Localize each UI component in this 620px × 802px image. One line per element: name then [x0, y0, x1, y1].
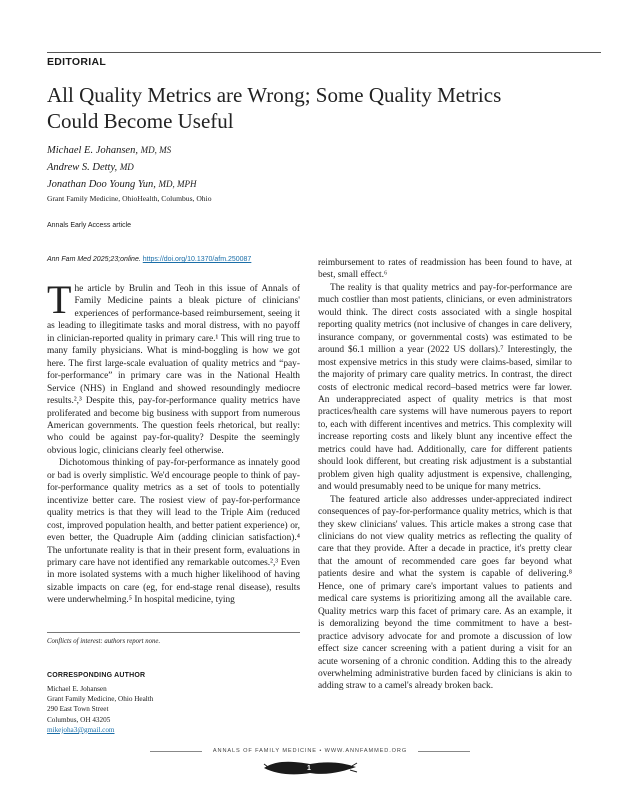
body-paragraph: The article by Brulin and Teoh in this issue of Annals of Family Medicine paints a bleak picture of clinicians' experiences of performance-based reimbursement, seeing it as leading to illegitimate tasks and moral distress, with no payoff in clinician-reported quality in primary care.¹ This will ring true to many family physicians. What is mind-boggling is how we got here. The first large-scale evaluation of quality metrics and “pay-for-performance” in primary care was in the National Health Service (NHS) in England and showed resoundingly mediocre results.²,³ Despite this, pay-for-performance quality metrics have proliferated and become big business with support from numerous American governments. The question feels rhetorical, but really: who could be against pay-for-quality? Despite the seemingly obvious logic, clinicians clearly feel otherwise. [47, 277, 300, 456]
doi-link[interactable]: https://doi.org/10.1370/afm.250087 [142, 256, 252, 263]
address-line: Michael E. Johansen [47, 685, 107, 693]
corresponding-author-address [47, 684, 153, 735]
body-column-left [47, 277, 300, 607]
affiliation: Grant Family Medicine, OhioHealth, Columbus, Ohio [47, 194, 212, 203]
page-number: 1 [307, 765, 311, 772]
conflicts-note: Conflicts of interest: authors report none. [47, 638, 161, 645]
citation-text: Ann Fam Med 2025;23;online. [47, 256, 141, 263]
top-rule [47, 52, 601, 53]
corresponding-author-heading: CORRESPONDING AUTHOR [47, 672, 146, 679]
citation [47, 256, 251, 263]
author-3: Jonathan Doo Young Yun, MD, MPH [47, 179, 197, 190]
body-paragraph: reimbursement to rates of readmission has been found to have, at best, small effect.⁶ [318, 258, 572, 281]
body-paragraph: Dichotomous thinking of pay-for-performance as innately good or bad is overly simplistic. We'd encourage people to think of pay-for-performance quality metrics as a set of tools to potentially incentivize better care. The rosiest view of pay-for-performance quality metrics is that they will lead to the Triple Aim (reduced cost, improved population health, and better patient experience) or, even better, the Quadruple Aim (adding clinician satisfaction).⁴ The unfortunate reality is that in their present form, evaluations in primary care have not identified any remarkable outcomes.²,³ Even in more isolated systems with a much higher likelihood of having sizable impacts on care (eg, for end-stage renal disease), results were underwhelming.⁵ In hospital medicine, tying [47, 458, 300, 606]
author-2: Andrew S. Detty, MD [47, 162, 134, 173]
address-line: Columbus, OH 43205 [47, 715, 111, 724]
body-paragraph: The reality is that quality metrics and pay-for-performance are much costlier than most patients, clinicians, or even administrators would think. The direct costs associated with a single hospital reporting quality metrics (not inclusive of changes in care delivery, insurance company, or governmental costs) was estimated to be around $6.1 million a year (2022 US dollars).⁷ Interestingly, the most expensive metrics in this study were claims-based, similar to the majority of primary care quality metrics. In contrast, the direct costs of electronic medical record–based metrics were far lower. An underappreciated aspect of quality metrics is that most practices/health care systems will have numerous payers to report to, each with different incentives and metrics. This complexity will increase reporting costs and likely blunt any incentive effect the metrics could have had. Additionally, care for different patients should look different, but creating risk adjustment is a substantial problem given high quality adjustment is expensive, challenging, and would presumably need to be unique for many metrics. [318, 282, 572, 493]
body-column-right [318, 257, 572, 693]
address-line: 290 East Town Street [47, 705, 109, 714]
author-1: Michael E. Johansen, MD, MS [47, 145, 172, 156]
footnote-rule [47, 632, 300, 633]
email-link[interactable]: mikejoha3@gmail.com [47, 725, 115, 734]
section-label: EDITORIAL [47, 56, 107, 68]
author-list [47, 142, 197, 193]
article-title: All Quality Metrics are Wrong; Some Quality Metrics Could Become Useful [47, 83, 502, 133]
journal-footer: ANNALS OF FAMILY MEDICINE • WWW.ANNFAMMED.ORG [212, 748, 408, 754]
drop-cap: T [47, 277, 72, 322]
body-paragraph: The featured article also addresses under-appreciated indirect consequences of pay-for-performance quality metrics, which is that they skew clinicians' values. This article makes a strong case that clinicians do not view quality metrics as reflecting the quality of care that they provide. After a decade in practice, it's pretty clear that the amount of recommended care goes far beyond what patients desire and what the system is capable of delivering.⁸ Hence, one of primary care's important values to patients and medical care systems is prioritizing among all the available care. Quality metrics warp this facet of primary care. As an example, it is demoralizing beyond the time commitment to have a best-practice advisory advocate for and promote a discussion of low effect size cancer screening with a patient during a visit for an acute worsening of a chronic condition. Adding this to the already overwhelming administrative burden faced by clinicians is akin to adding straw to a camel's already broken back. [318, 494, 572, 692]
address-line: Grant Family Medicine, Ohio Health [47, 695, 154, 704]
early-access-note: Annals Early Access article [47, 222, 132, 229]
